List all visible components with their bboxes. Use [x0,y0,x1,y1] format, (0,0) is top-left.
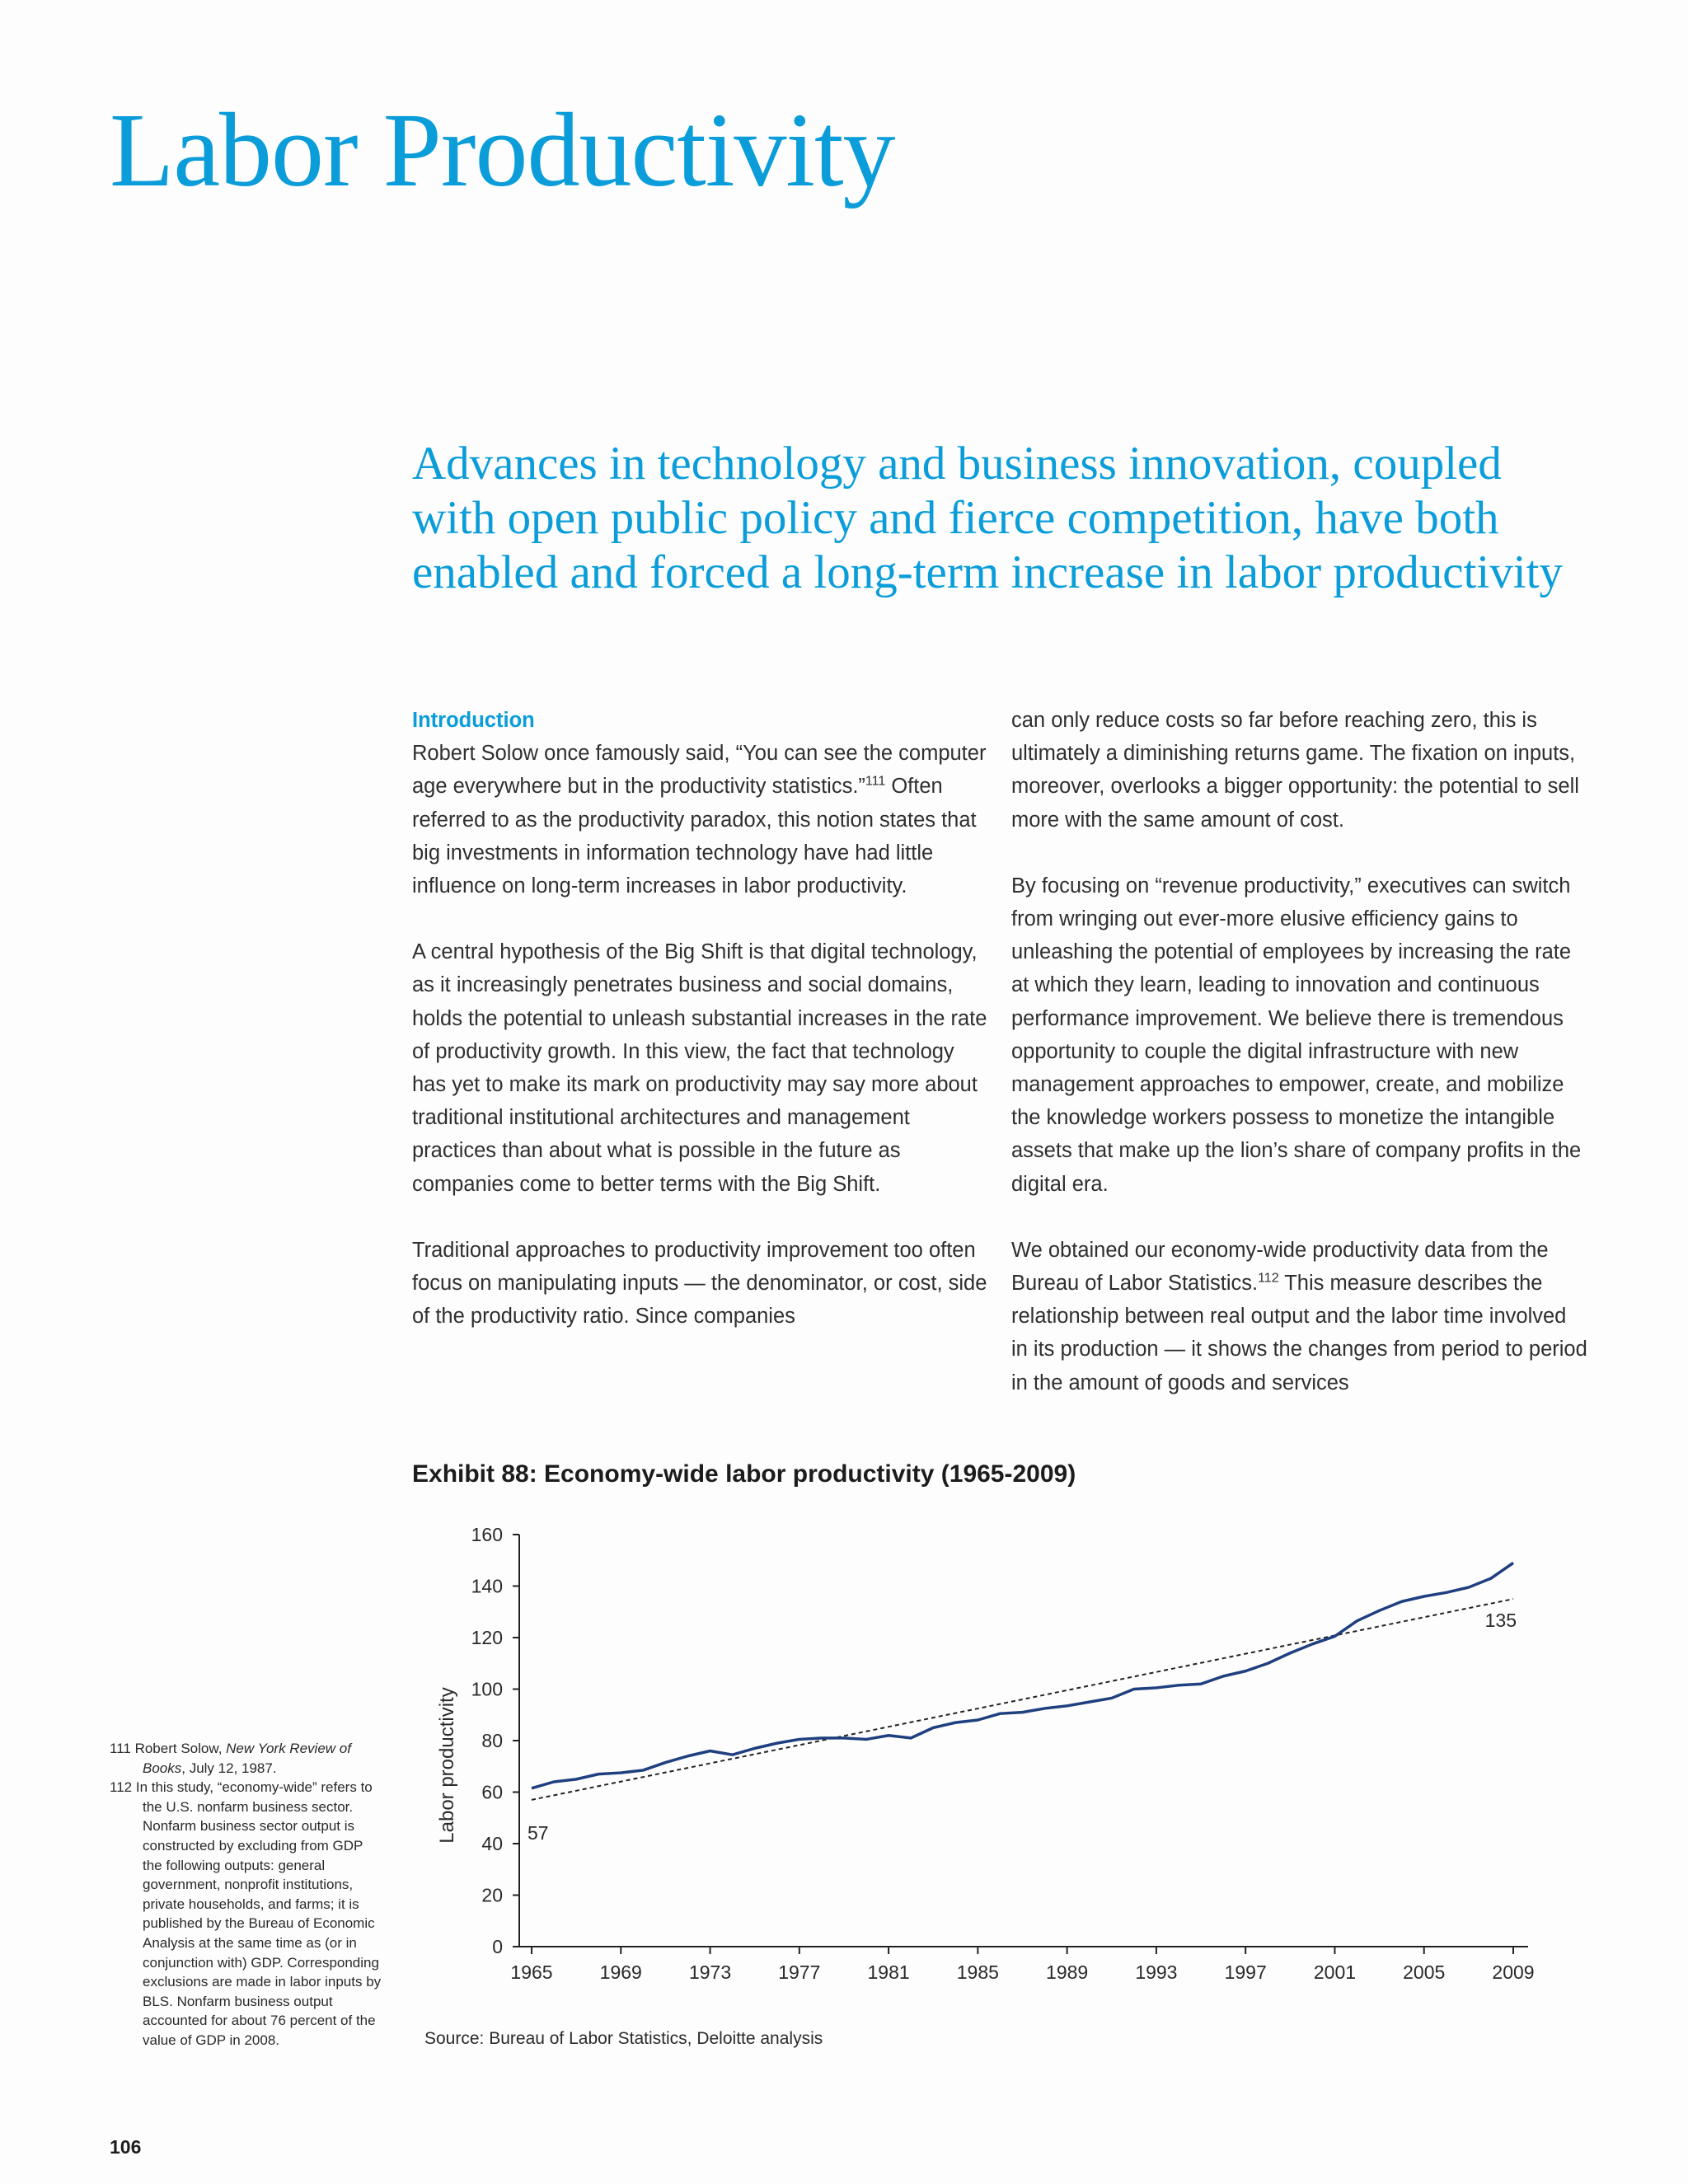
x-tick-label: 1985 [956,1961,999,1983]
footnote-number: 112 [110,1779,133,1796]
paragraph-text: Often referred to as the productivity paradox, this notion states that big investments in information technology have had little influence on long-term increases in labor productivity. [412,775,977,898]
y-tick-label: 40 [481,1833,503,1854]
paragraph-hypothesis: A central hypothesis of the Big Shift is that digital technology, as it increasingly penetrates business and social domains, holds the potential to unleash substantial increases in the rate of productivity growth. In this view, the fact that technology has yet to make its mark on productivity may say more about traditional institutional architectures and management practices than about what is possible in the future as companies come to better terms with the Big Shift. [412,940,987,1196]
x-tick-label: 1973 [688,1961,732,1983]
paragraph-intro [412,704,989,902]
x-tick-label: 1997 [1224,1961,1267,1983]
paragraph-text: Robert Solow once famously said, “You can see the computer age everywhere but in the productivity statistics.” [412,742,987,799]
x-tick-label: 1969 [599,1961,642,1983]
footnote-ref-112[interactable]: 112 [1258,1271,1279,1286]
exhibit-source: Source: Bureau of Labor Statistics, Deloitte analysis [424,2029,823,2048]
page-subheading: Advances in technology and business innovation, coupled with open public policy and fierce competition, have both enabled and forced a long-term increase in labor productivity [412,438,1563,598]
exhibit-title: Exhibit 88: Economy-wide labor productivity (1965-2009) [412,1460,1076,1488]
y-tick-label: 140 [471,1575,503,1597]
paragraph-traditional: Traditional approaches to productivity improvement too often focus on manipulating inputs — the denominator, or cost, side of the productivity ratio. Since companies [412,1238,987,1329]
page-title: Labor Productivity [110,91,895,209]
footnotes [110,1739,382,2050]
x-tick-label: 2005 [1403,1961,1446,1983]
y-axis-label: Labor productivity [436,1687,458,1844]
footnote-ref-111[interactable]: 111 [865,774,886,789]
productivity-series-line [532,1563,1513,1788]
x-tick-label: 1965 [510,1961,553,1983]
footnote-text: , July 12, 1987. [181,1760,277,1776]
footnote-112 [110,1778,382,2050]
body-column-left [412,704,989,1366]
x-tick-label: 2001 [1313,1961,1357,1983]
x-tick-label: 2009 [1492,1961,1535,1983]
paragraph-costs: can only reduce costs so far before reaching zero, this is ultimately a diminishing returns game. The fixation on inputs, moreover, overlooks a bigger opportunity: the potential to sell more with the same amount of cost. [1011,709,1579,832]
x-tick-label: 1977 [778,1961,821,1983]
y-tick-label: 0 [492,1936,503,1957]
paragraph-data-source [1011,1234,1588,1399]
footnote-number: 111 [110,1741,131,1756]
page-number: 106 [110,2136,142,2158]
y-tick-label: 160 [471,1524,503,1545]
y-tick-label: 100 [471,1678,503,1700]
x-tick-label: 1981 [867,1961,910,1983]
paragraph-text: This measure describes the relationship between real output and the labor time involved in its production — it shows the changes from period to period in the amount of goods and services [1011,1272,1587,1394]
trend-start-label: 57 [528,1821,549,1844]
productivity-line-chart [412,1508,1566,2019]
paragraph-text: We obtained our economy-wide productivity data from the Bureau of Labor Statistics. [1011,1238,1549,1296]
y-tick-label: 80 [481,1730,503,1751]
footnote-111 [110,1739,382,1778]
x-tick-label: 1993 [1135,1961,1178,1983]
y-tick-label: 120 [471,1627,503,1648]
footnote-publication: New York Review of Books [143,1741,351,1776]
footnote-text: In this study, “economy-wide” refers to the U.S. nonfarm business sector. Nonfarm business sector output is constructed by excluding from GDP the following outputs: general government, nonprofit institutions, private households, and farms; it is published by the Bureau of Economic Analysis at the same time as (or in conjunction with) GDP. Corresponding exclusions are made in labor inputs by BLS. Nonfarm business output accounted for about 76 percent of the value of GDP in 2008. [135,1779,382,2048]
section-heading: Introduction [412,709,535,732]
y-tick-label: 20 [481,1884,503,1906]
footnote-text: Robert Solow, [134,1741,227,1756]
body-column-right [1011,704,1588,1432]
paragraph-revenue-productivity: By focusing on “revenue productivity,” executives can switch from wringing out ever-more elusive efficiency gains to unleashing the potential of employees by increasing the rate at which they learn, leading to innovation and continuous performance improvement. We believe there is tremendous opportunity to couple the digital infrastructure with new management approaches to empower, create, and mobilize the knowledge workers possess to monetize the intangible assets that make up the lion’s share of company profits in the digital era. [1011,874,1582,1196]
y-tick-label: 60 [481,1781,503,1803]
trend-line [532,1599,1513,1800]
trend-end-label: 135 [1484,1610,1517,1632]
x-tick-label: 1989 [1046,1961,1089,1983]
